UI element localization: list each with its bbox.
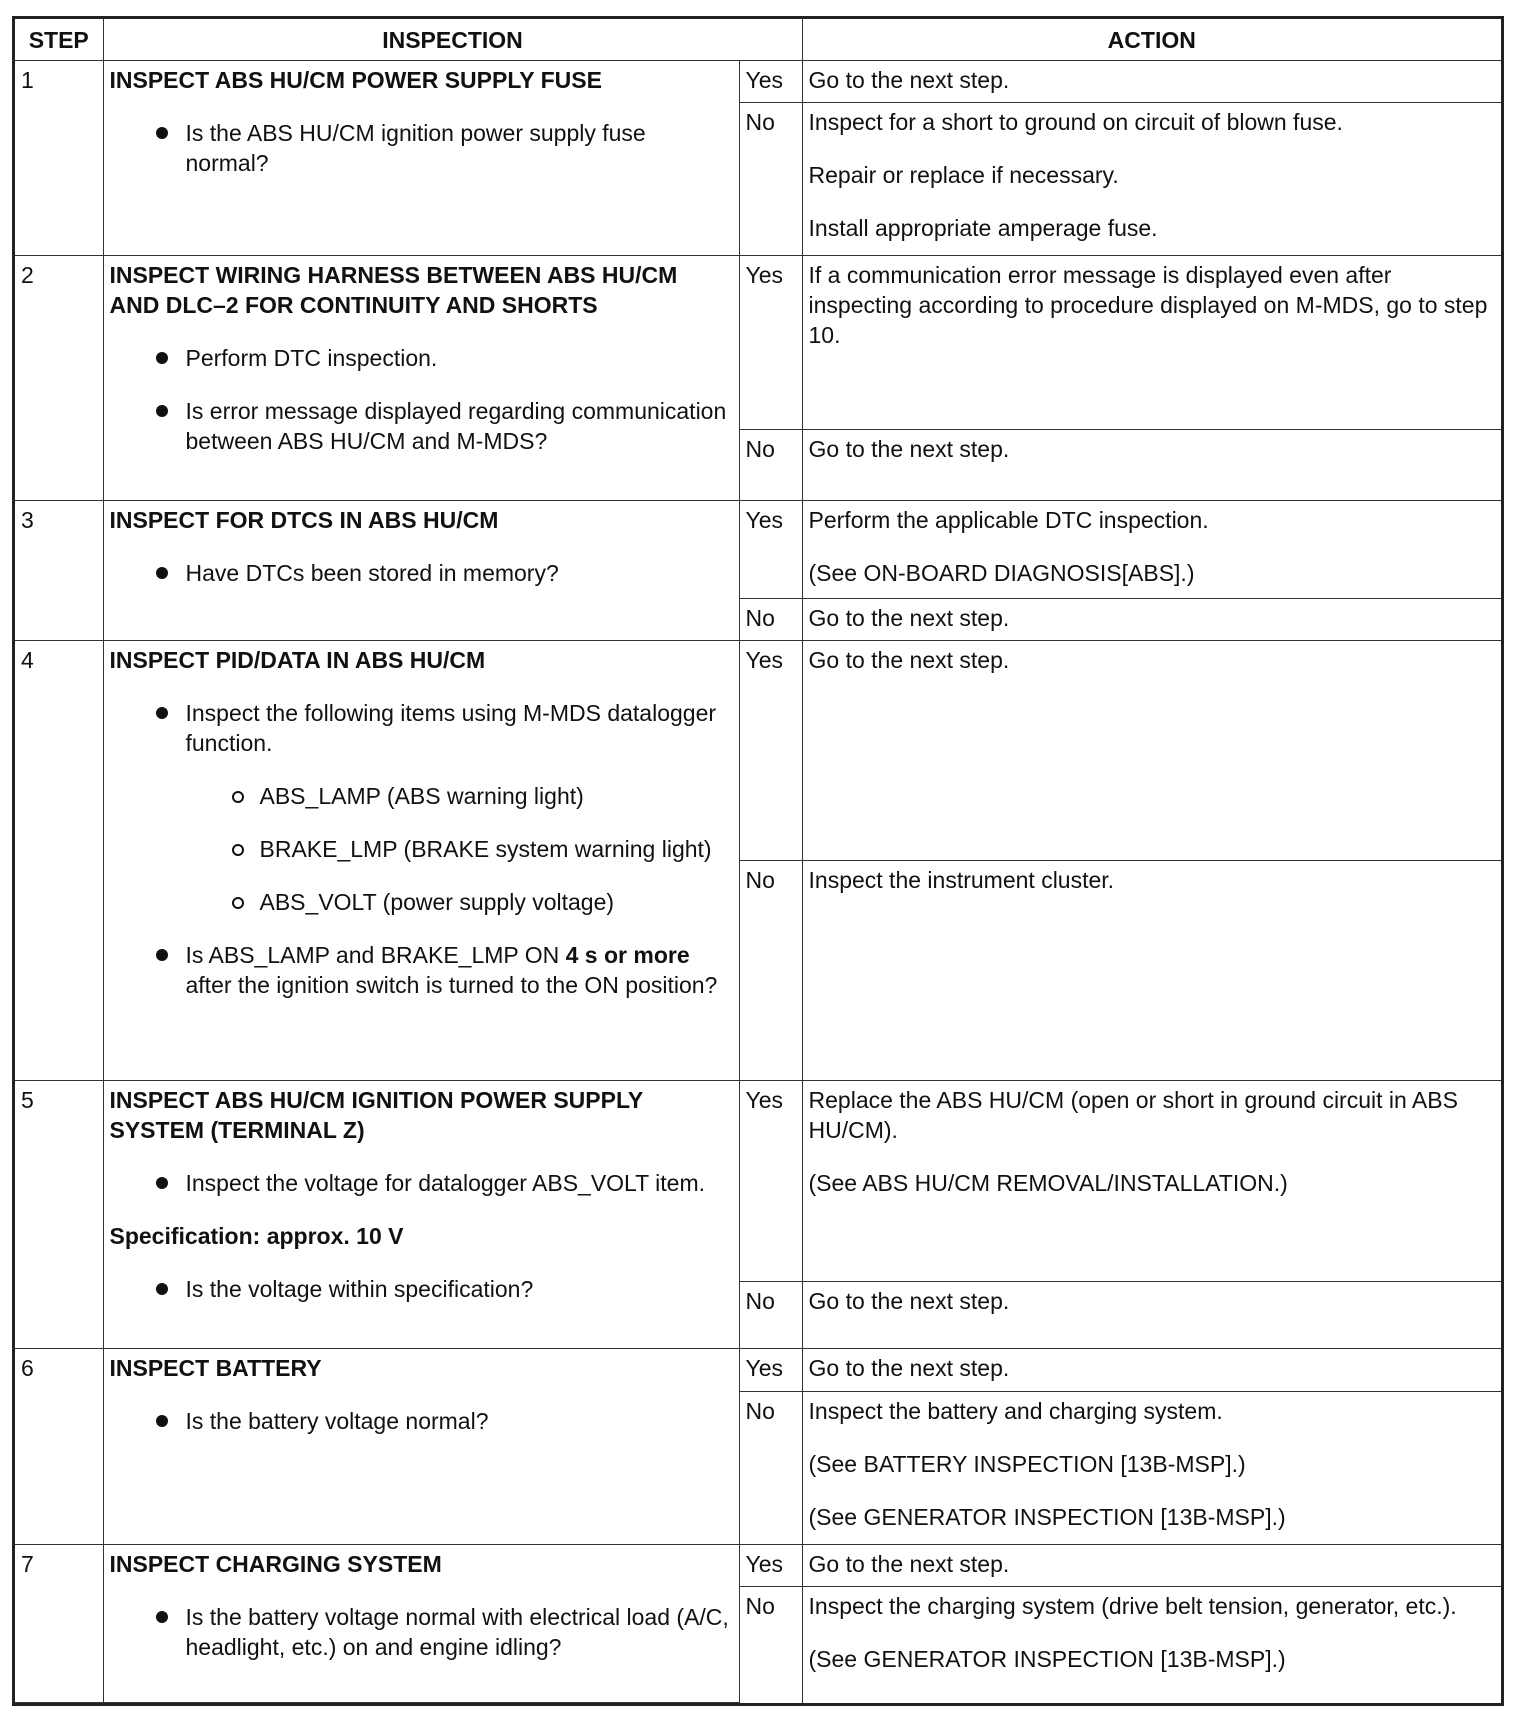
sub-bullet-item: ABS_VOLT (power supply voltage)	[110, 887, 733, 917]
action-text: Replace the ABS HU/CM (open or short in ground circuit in ABS HU/CM).	[808, 1087, 1458, 1143]
action-text: Inspect the battery and charging system.	[808, 1398, 1223, 1424]
procedure-sheet	[12, 16, 1504, 1706]
yes-action	[802, 256, 1501, 430]
inspection-cell	[103, 501, 739, 641]
bullet-item: Is the ABS HU/CM ignition power supply fuse normal?	[110, 118, 733, 178]
no-label: No	[739, 103, 802, 256]
inspection-title: INSPECT PID/DATA IN ABS HU/CM	[109, 647, 486, 673]
step-number: 2	[15, 256, 103, 501]
header-action: ACTION	[802, 19, 1501, 61]
no-action	[802, 599, 1501, 641]
table-row	[15, 1349, 1501, 1392]
table-row	[15, 641, 1501, 861]
no-label: No	[739, 1587, 802, 1703]
bullet-item: Is the battery voltage normal with electrical load (A/C, headlight, etc.) on and engine idling?	[110, 1602, 733, 1662]
action-text: Install appropriate amperage fuse.	[808, 215, 1158, 241]
action-text: Go to the next step.	[808, 605, 1010, 631]
bullet-item: Is error message displayed regarding communication between ABS HU/CM and M-MDS?	[110, 396, 733, 456]
action-text: Inspect for a short to ground on circuit of blown fuse.	[808, 109, 1343, 135]
yes-label: Yes	[739, 256, 802, 430]
action-text: Perform the applicable DTC inspection.	[808, 507, 1209, 533]
inspection-title: INSPECT CHARGING SYSTEM	[109, 1551, 442, 1577]
yes-label: Yes	[739, 641, 802, 861]
action-text: (See GENERATOR INSPECTION [13B-MSP].)	[808, 1504, 1286, 1530]
action-text: (See ON-BOARD DIAGNOSIS[ABS].)	[808, 560, 1195, 586]
step-number: 5	[15, 1081, 103, 1349]
table-row	[15, 1081, 1501, 1282]
yes-action	[802, 1545, 1501, 1587]
yes-action	[802, 1081, 1501, 1282]
action-text: (See ABS HU/CM REMOVAL/INSTALLATION.)	[808, 1170, 1288, 1196]
yes-label: Yes	[739, 1349, 802, 1392]
table-header-row	[15, 19, 1501, 61]
bullet-text: Is ABS_LAMP and BRAKE_LMP ON	[185, 942, 566, 968]
bullet-emphasis: 4 s or more	[565, 942, 690, 968]
inspection-title: INSPECT BATTERY	[109, 1355, 322, 1381]
inspection-cell	[103, 1081, 739, 1349]
no-action	[802, 430, 1501, 501]
header-step: STEP	[15, 19, 103, 61]
bullet-item: Inspect the following items using M-MDS datalogger function.	[110, 698, 733, 758]
sub-bullet-item: ABS_LAMP (ABS warning light)	[110, 781, 733, 811]
action-text: (See GENERATOR INSPECTION [13B-MSP].)	[808, 1646, 1286, 1672]
table-row	[15, 501, 1501, 599]
sub-bullet-item: BRAKE_LMP (BRAKE system warning light)	[110, 834, 733, 864]
bullet-item: Inspect the voltage for datalogger ABS_VOLT item.	[110, 1168, 733, 1198]
action-text: Inspect the charging system (drive belt tension, generator, etc.).	[808, 1593, 1457, 1619]
yes-action	[802, 61, 1501, 103]
header-inspection: INSPECTION	[103, 19, 802, 61]
bullet-text: after the ignition switch is turned to the ON position?	[185, 972, 718, 998]
action-text: Go to the next step.	[808, 647, 1010, 673]
yes-action	[802, 501, 1501, 599]
no-action	[802, 103, 1501, 256]
action-text: Go to the next step.	[808, 436, 1010, 462]
inspection-cell	[103, 256, 739, 501]
no-label: No	[739, 430, 802, 501]
action-text: Go to the next step.	[808, 1355, 1010, 1381]
step-number: 4	[15, 641, 103, 1081]
bullet-item: Perform DTC inspection.	[110, 343, 733, 373]
action-text: (See BATTERY INSPECTION [13B-MSP].)	[808, 1451, 1246, 1477]
no-action	[802, 1392, 1501, 1545]
yes-action	[802, 641, 1501, 861]
inspection-table	[15, 19, 1501, 1703]
no-label: No	[739, 1282, 802, 1349]
specification: Specification: approx. 10 V	[109, 1223, 404, 1249]
step-number: 6	[15, 1349, 103, 1545]
yes-label: Yes	[739, 501, 802, 599]
table-row	[15, 256, 1501, 430]
yes-label: Yes	[739, 1545, 802, 1587]
yes-action	[802, 1349, 1501, 1392]
table-row	[15, 1545, 1501, 1587]
bullet-item: Is the battery voltage normal?	[110, 1406, 733, 1436]
inspection-cell	[103, 641, 739, 1081]
action-text: Inspect the instrument cluster.	[808, 867, 1115, 893]
yes-label: Yes	[739, 61, 802, 103]
inspection-title: INSPECT ABS HU/CM POWER SUPPLY FUSE	[109, 67, 602, 93]
inspection-title: INSPECT ABS HU/CM IGNITION POWER SUPPLY SYSTEM (TERMINAL Z)	[109, 1087, 643, 1143]
inspection-cell	[103, 1349, 739, 1545]
bullet-item	[110, 940, 733, 1000]
step-number: 3	[15, 501, 103, 641]
step-number: 1	[15, 61, 103, 256]
no-label: No	[739, 1392, 802, 1545]
bullet-item: Is the voltage within specification?	[110, 1274, 733, 1304]
action-text: Go to the next step.	[808, 1551, 1010, 1577]
no-action	[802, 861, 1501, 1081]
no-action	[802, 1587, 1501, 1703]
no-label: No	[739, 599, 802, 641]
inspection-cell	[103, 1545, 739, 1703]
no-label: No	[739, 861, 802, 1081]
inspection-title: INSPECT WIRING HARNESS BETWEEN ABS HU/CM AND DLC–2 FOR CONTINUITY AND SHORTS	[109, 262, 678, 318]
yes-label: Yes	[739, 1081, 802, 1282]
action-text: Go to the next step.	[808, 1288, 1010, 1314]
step-number: 7	[15, 1545, 103, 1703]
table-row	[15, 61, 1501, 103]
inspection-title: INSPECT FOR DTCS IN ABS HU/CM	[109, 507, 499, 533]
bullet-item: Have DTCs been stored in memory?	[110, 558, 733, 588]
no-action	[802, 1282, 1501, 1349]
inspection-cell	[103, 61, 739, 256]
action-text: If a communication error message is displayed even after inspecting according to procedure displayed on M-MDS, go to step 10.	[808, 262, 1488, 348]
action-text: Go to the next step.	[808, 67, 1010, 93]
action-text: Repair or replace if necessary.	[808, 162, 1119, 188]
